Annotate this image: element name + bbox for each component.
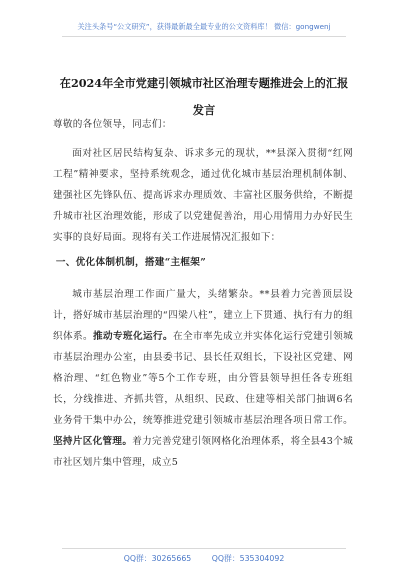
intro-paragraph: 面对社区居民结构复杂、诉求多元的现状，**县深入贯彻“红网工程”精神要求，坚持系统观念，通过优化城市基层治理机制体制、建强社区先锋队伍、提高诉求办理质效、丰富社区服务供给，不断提升城市社区治理效能，形成了以党建促善治，用心用情用力办好民生实事的良好局面。现将有关工作进展情况汇报如下： [53, 148, 353, 243]
document-title-line1: 在2024年全市党建引领城市社区治理专题推进会上的汇报 [59, 76, 349, 90]
section-1-bold-lead-1: 推动专班化运行。 [93, 331, 174, 342]
footer-divider [62, 548, 346, 549]
greeting: 尊敬的各位领导，同志们： [53, 119, 172, 130]
footer-qq-group-1: QQ群：30265665 [123, 554, 192, 563]
document-title-line2: 发言 [192, 103, 216, 117]
section-heading-1: 一、优化体制机制，搭建“主框架” [55, 257, 207, 268]
footer-qq-group-2: QQ群：535304092 [211, 554, 285, 563]
section-1-paragraph [53, 284, 353, 473]
section-1-text-part3: 着力完善党建引领网格化治理体系，将全县43个城市社区划片集中管理，成立5 [53, 436, 354, 468]
header-banner: 关注头条号“公文研究”，获得最新最全最专业的公文资料库！ 微信：gongwenj [77, 22, 331, 31]
section-1-text-part2: 在全市率先成立并实体化运行党建引领城市基层治理办公室，由县委书记、县长任双组长，下设社区党建、网格治理、“红色物业”等5个工作专班，由分管县领导担任各专班组长，分线推进、齐抓共管，从组织、民政、住建等相关部门抽调6名业务骨干集中办公，统筹推进党建引领城市基层治理各项日常工作。 [53, 331, 353, 426]
section-1-bold-lead-2: 坚持片区化管理。 [53, 436, 133, 447]
header-divider [62, 36, 346, 37]
footer-qq-groups [0, 553, 408, 564]
section-1-text-part1: 城市基层治理工作面广量大，头绪繁杂。**县着力完善顶层设计，搭好城市基层治理的“四梁八柱”，建立上下贯通、执行有力的组织体系。 [53, 289, 353, 342]
